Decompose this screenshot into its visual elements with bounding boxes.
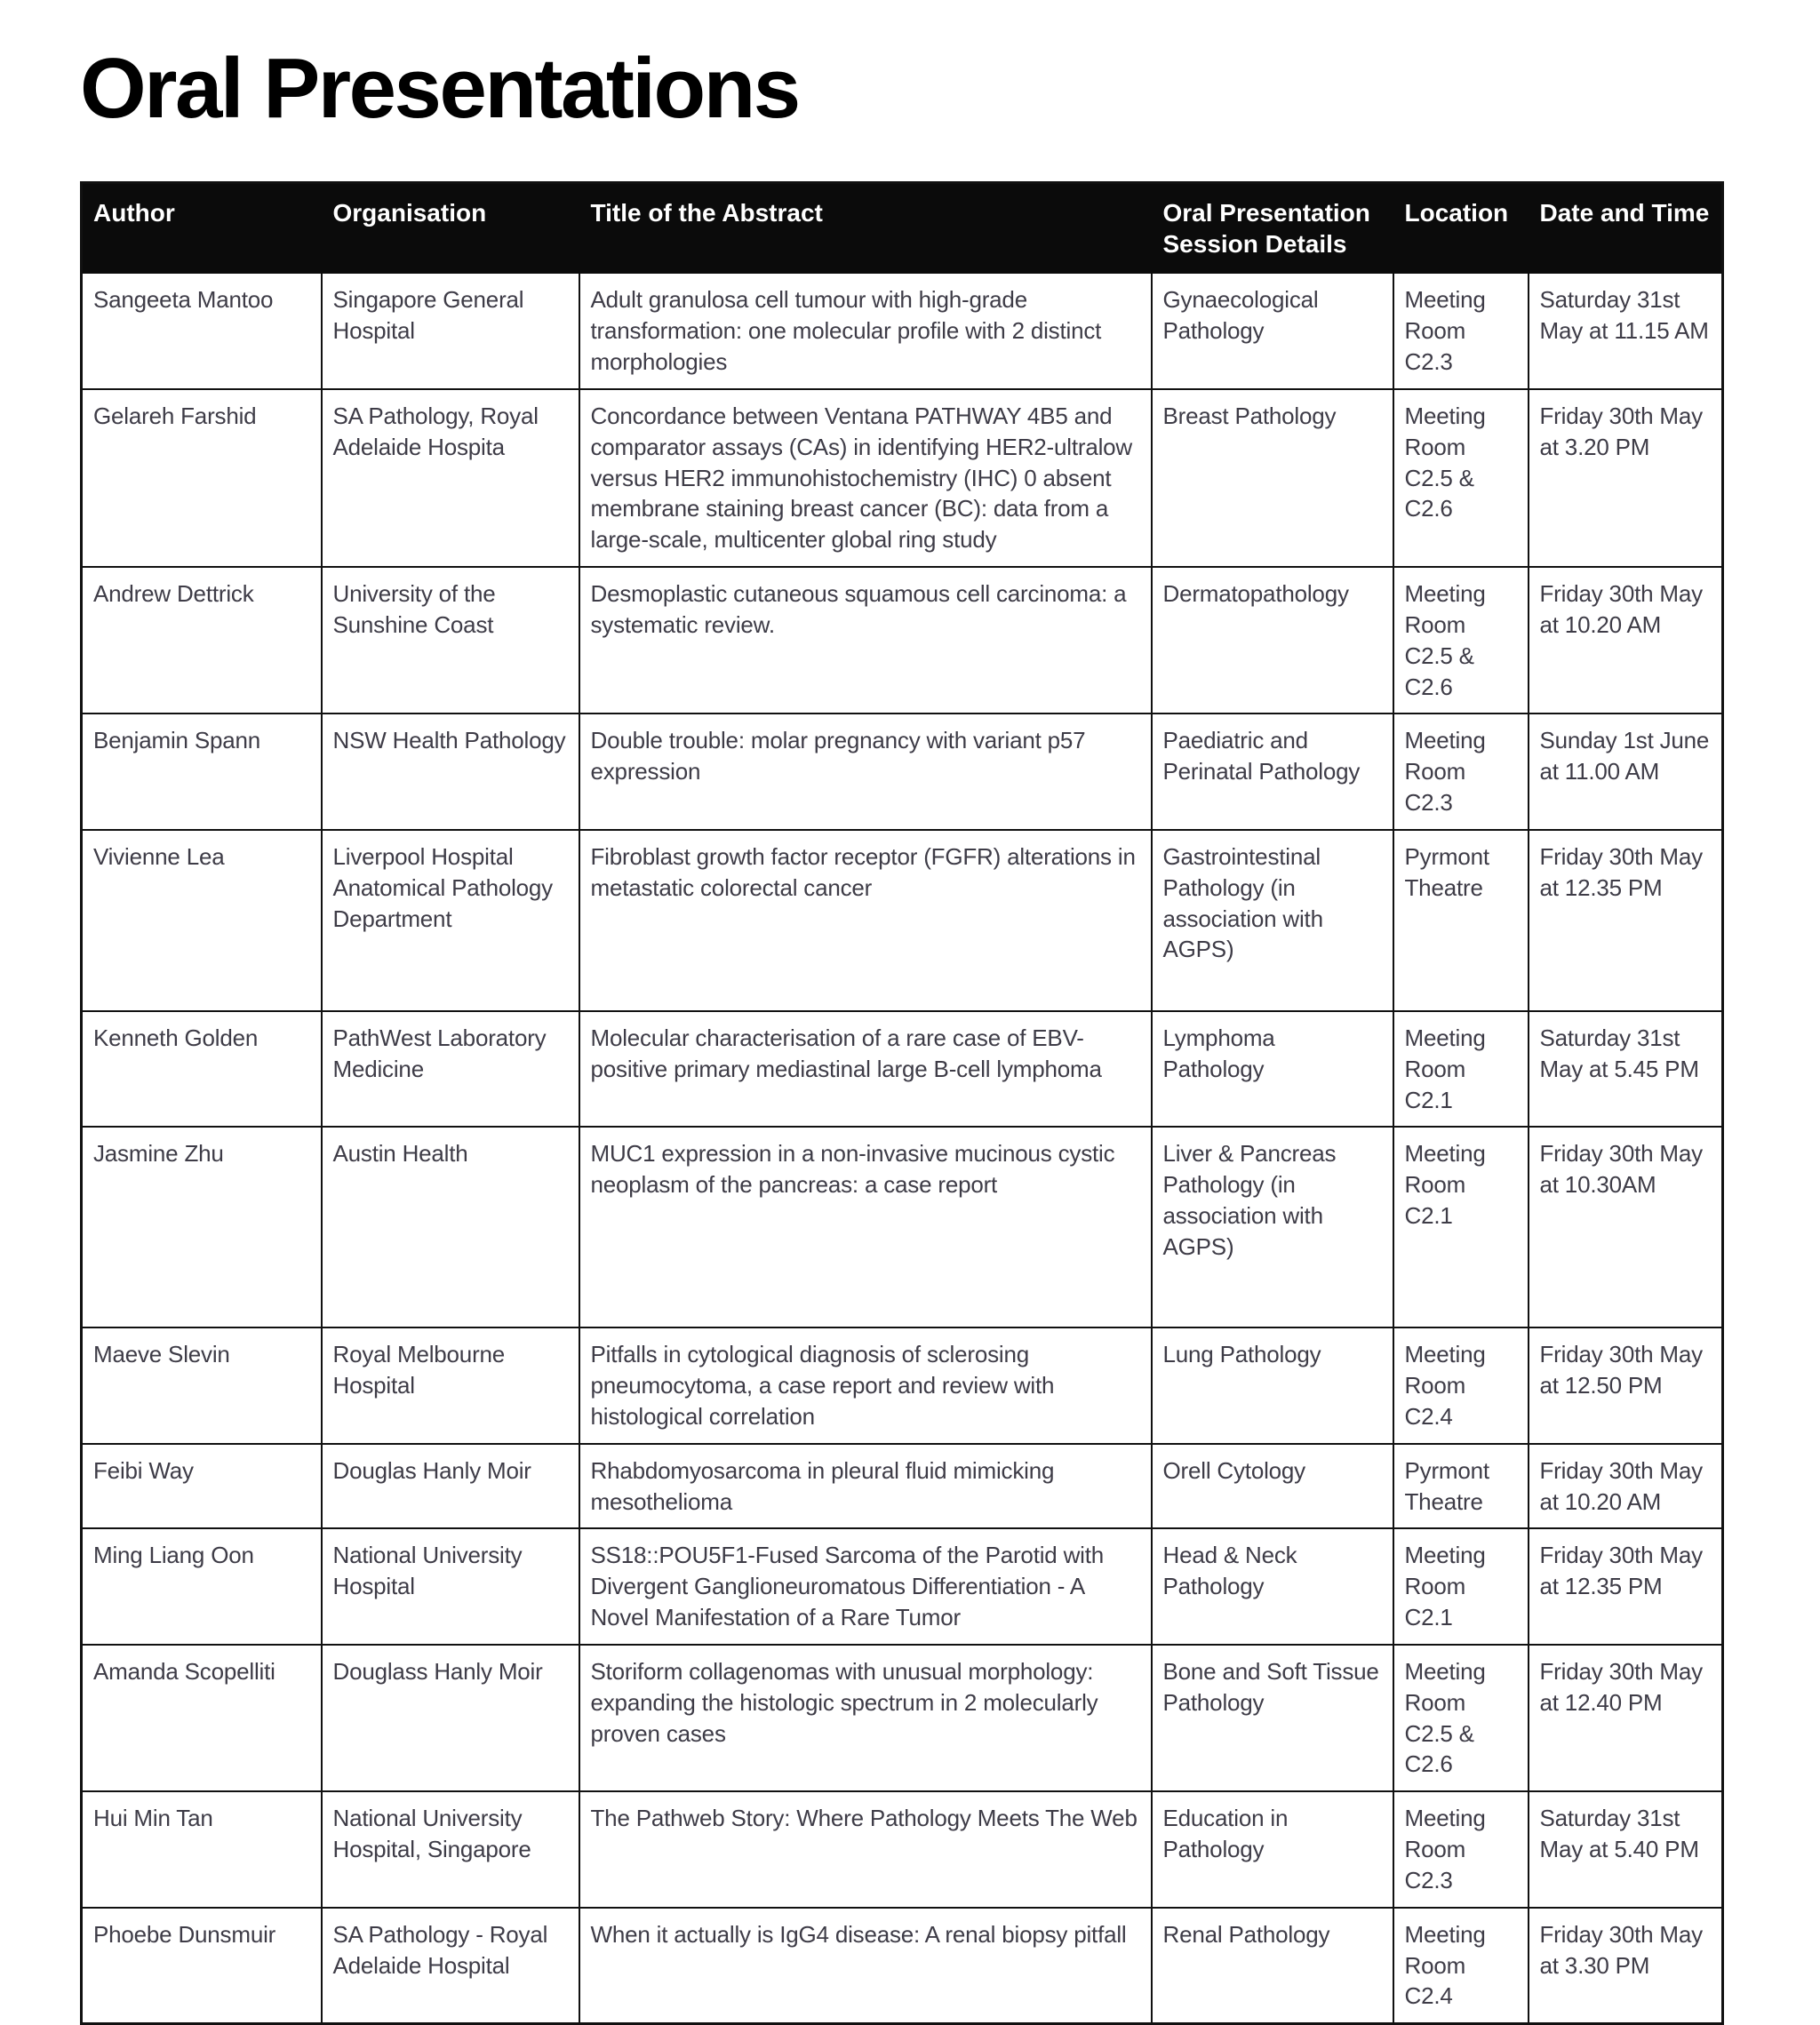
cell-session: Breast Pathology [1152,389,1393,567]
cell-organisation: NSW Health Pathology [322,714,579,829]
cell-datetime: Saturday 31st May at 11.15 AM [1529,273,1723,388]
cell-location: Meeting Room C2.1 [1393,1528,1529,1644]
column-header: Oral Presentation Session Details [1152,183,1393,274]
table-row [82,1127,1723,1327]
table-row [82,1011,1723,1127]
cell-organisation: University of the Sunshine Coast [322,567,579,714]
cell-organisation: SA Pathology - Royal Adelaide Hospital [322,1908,579,2024]
cell-session: Dermatopathology [1152,567,1393,714]
cell-location: Meeting Room C2.3 [1393,1791,1529,1907]
table-row [82,1444,1723,1529]
cell-session: Renal Pathology [1152,1908,1393,2024]
cell-author: Sangeeta Mantoo [82,273,322,388]
column-header: Location [1393,183,1529,274]
cell-datetime: Saturday 31st May at 5.40 PM [1529,1791,1723,1907]
cell-session: Orell Cytology [1152,1444,1393,1529]
table-row [82,1791,1723,1907]
cell-title: Molecular characterisation of a rare case of EBV-positive primary mediastinal large B-cell lymphoma [579,1011,1152,1127]
cell-organisation: Liverpool Hospital Anatomical Pathology Department [322,830,579,1011]
cell-organisation: Singapore General Hospital [322,273,579,388]
cell-author: Vivienne Lea [82,830,322,1011]
cell-title: Double trouble: molar pregnancy with variant p57 expression [579,714,1152,829]
cell-title: SS18::POU5F1-Fused Sarcoma of the Parotid with Divergent Ganglioneuromatous Differentiation - A Novel Manifestation of a Rare Tumor [579,1528,1152,1644]
cell-author: Amanda Scopelliti [82,1645,322,1791]
cell-organisation: National University Hospital [322,1528,579,1644]
cell-session: Lung Pathology [1152,1327,1393,1443]
cell-datetime: Friday 30th May at 10.20 AM [1529,1444,1723,1529]
cell-author: Andrew Dettrick [82,567,322,714]
cell-datetime: Friday 30th May at 10.20 AM [1529,567,1723,714]
cell-organisation: PathWest Laboratory Medicine [322,1011,579,1127]
cell-title: Storiform collagenomas with unusual morphology: expanding the histologic spectrum in 2 molecularly proven cases [579,1645,1152,1791]
cell-location: Meeting Room C2.5 & C2.6 [1393,389,1529,567]
cell-session: Gynaecological Pathology [1152,273,1393,388]
cell-organisation: Royal Melbourne Hospital [322,1327,579,1443]
cell-title: Pitfalls in cytological diagnosis of sclerosing pneumocytoma, a case report and review with histological correlation [579,1327,1152,1443]
cell-author: Phoebe Dunsmuir [82,1908,322,2024]
cell-session: Lymphoma Pathology [1152,1011,1393,1127]
cell-datetime: Friday 30th May at 3.20 PM [1529,389,1723,567]
cell-location: Meeting Room C2.1 [1393,1127,1529,1327]
column-header: Date and Time [1529,183,1723,274]
cell-organisation: Douglass Hanly Moir [322,1645,579,1791]
cell-datetime: Friday 30th May at 12.35 PM [1529,830,1723,1011]
table-row [82,714,1723,829]
cell-session: Head & Neck Pathology [1152,1528,1393,1644]
cell-session: Paediatric and Perinatal Pathology [1152,714,1393,829]
cell-datetime: Sunday 1st June at 11.00 AM [1529,714,1723,829]
cell-organisation: Austin Health [322,1127,579,1327]
table-body [82,273,1723,2023]
table-row [82,1327,1723,1443]
cell-title: Desmoplastic cutaneous squamous cell carcinoma: a systematic review. [579,567,1152,714]
cell-title: Rhabdomyosarcoma in pleural fluid mimicking mesothelioma [579,1444,1152,1529]
cell-datetime: Friday 30th May at 12.40 PM [1529,1645,1723,1791]
header-row [82,183,1723,274]
cell-location: Meeting Room C2.1 [1393,1011,1529,1127]
cell-title: The Pathweb Story: Where Pathology Meets The Web [579,1791,1152,1907]
cell-title: When it actually is IgG4 disease: A renal biopsy pitfall [579,1908,1152,2024]
cell-datetime: Friday 30th May at 12.50 PM [1529,1327,1723,1443]
column-header: Organisation [322,183,579,274]
cell-session: Education in Pathology [1152,1791,1393,1907]
column-header: Author [82,183,322,274]
oral-presentations-table [80,181,1724,2025]
cell-organisation: National University Hospital, Singapore [322,1791,579,1907]
cell-session: Gastrointestinal Pathology (in association with AGPS) [1152,830,1393,1011]
table-row [82,1645,1723,1791]
table-row [82,1908,1723,2024]
cell-datetime: Friday 30th May at 12.35 PM [1529,1528,1723,1644]
cell-location: Meeting Room C2.3 [1393,714,1529,829]
cell-author: Ming Liang Oon [82,1528,322,1644]
table-header [82,183,1723,274]
cell-location: Meeting Room C2.4 [1393,1908,1529,2024]
cell-organisation: SA Pathology, Royal Adelaide Hospita [322,389,579,567]
table-row [82,389,1723,567]
cell-location: Meeting Room C2.5 & C2.6 [1393,567,1529,714]
table-row [82,830,1723,1011]
cell-title: Adult granulosa cell tumour with high-grade transformation: one molecular profile with 2 distinct morphologies [579,273,1152,388]
cell-location: Meeting Room C2.4 [1393,1327,1529,1443]
cell-title: Fibroblast growth factor receptor (FGFR) alterations in metastatic colorectal cancer [579,830,1152,1011]
cell-organisation: Douglas Hanly Moir [322,1444,579,1529]
cell-datetime: Saturday 31st May at 5.45 PM [1529,1011,1723,1127]
cell-author: Benjamin Spann [82,714,322,829]
cell-location: Meeting Room C2.3 [1393,273,1529,388]
cell-location: Pyrmont Theatre [1393,1444,1529,1529]
cell-location: Meeting Room C2.5 & C2.6 [1393,1645,1529,1791]
cell-title: Concordance between Ventana PATHWAY 4B5 and comparator assays (CAs) in identifying HER2-ultralow versus HER2 immunohistochemistry (IHC) 0 absent membrane staining breast cancer (BC): data from a large-scale, multicenter global ring study [579,389,1152,567]
column-header: Title of the Abstract [579,183,1152,274]
cell-datetime: Friday 30th May at 10.30AM [1529,1127,1723,1327]
cell-author: Jasmine Zhu [82,1127,322,1327]
table-row [82,1528,1723,1644]
cell-author: Gelareh Farshid [82,389,322,567]
cell-datetime: Friday 30th May at 3.30 PM [1529,1908,1723,2024]
cell-author: Kenneth Golden [82,1011,322,1127]
cell-session: Bone and Soft Tissue Pathology [1152,1645,1393,1791]
table-row [82,273,1723,388]
cell-session: Liver & Pancreas Pathology (in association with AGPS) [1152,1127,1393,1327]
page-title: Oral Presentations [80,41,799,136]
cell-author: Feibi Way [82,1444,322,1529]
cell-location: Pyrmont Theatre [1393,830,1529,1011]
cell-author: Hui Min Tan [82,1791,322,1907]
cell-title: MUC1 expression in a non-invasive mucinous cystic neoplasm of the pancreas: a case report [579,1127,1152,1327]
table-row [82,567,1723,714]
cell-author: Maeve Slevin [82,1327,322,1443]
